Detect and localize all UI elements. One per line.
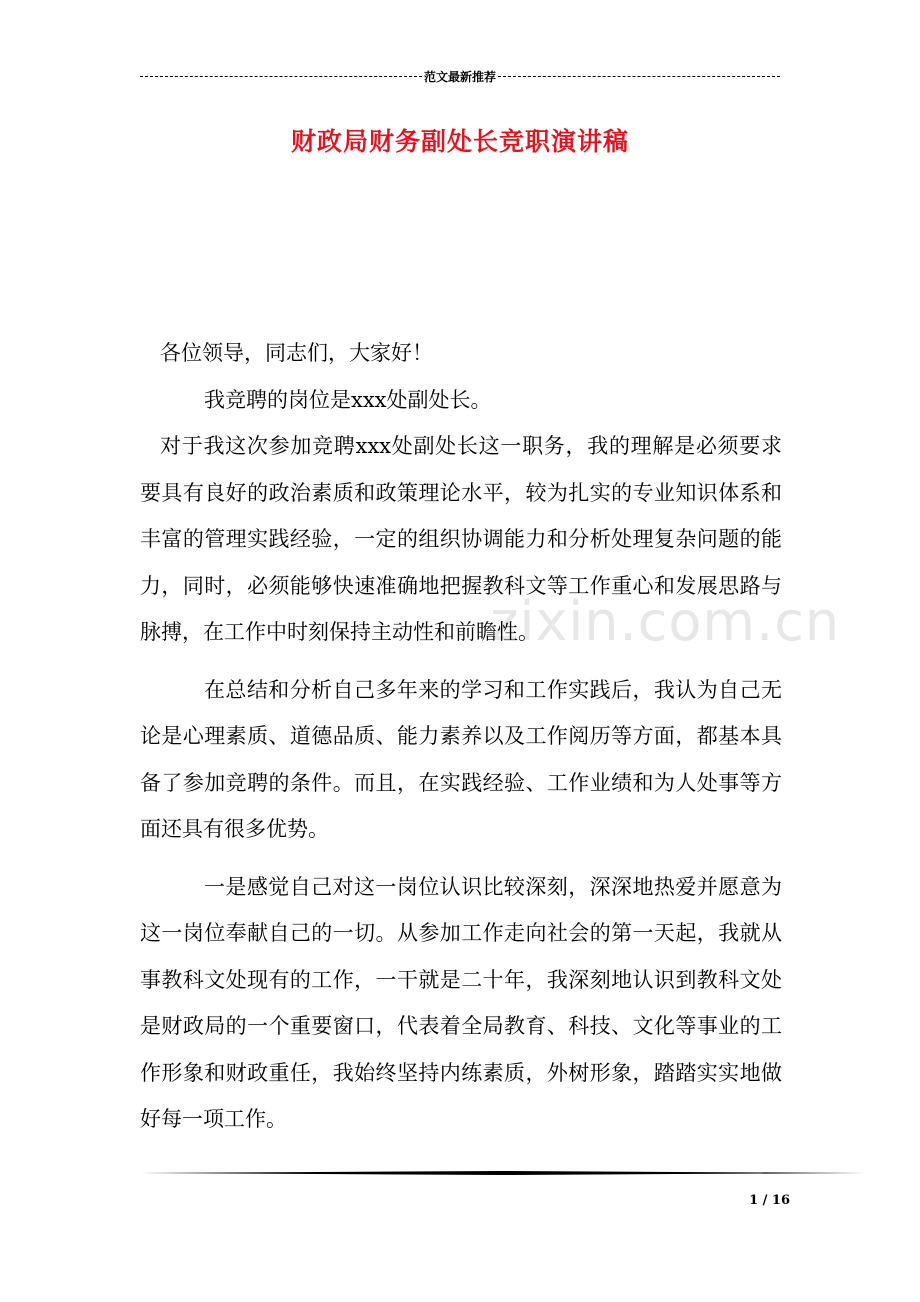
paragraph-greeting: 各位领导，同志们，大家好！: [160, 341, 433, 365]
paragraph-understanding: 对于我这次参加竞聘xxx处副处长这一职务，我的理解是必须要求要具有良好的政治素质和政策理论水平，较为扎实的专业知识体系和丰富的管理实践经验，一定的组织协调能力和分析处理复杂问题的能力，同时，必须能够快速准确地把握教科文等工作重心和发展思路与脉搏，在工作中时刻保持主动性和前瞻性。: [140, 434, 782, 644]
paragraph-self-assessment: 在总结和分析自己多年来的学习和工作实践后，我认为自己无论是心理素质、道德品质、能力素养以及工作阅历等方面，都基本具备了参加竞聘的条件。而且，在实践经验、工作业绩和为人处事等方面还具有很多优势。: [140, 677, 782, 841]
paragraph-point-one: 一是感觉自己对这一岗位认识比较深刻，深深地热爱并愿意为这一岗位奉献自己的一切。从参加工作走向社会的第一天起，我就从事教科文处现有的工作，一干就是二十年，我深刻地认识到教科文处是财政局的一个重要窗口，代表着全局教育、科技、文化等事业的工作形象和财政重任，我始终坚持内练素质，外树形象，踏踏实实地做好每一项工作。: [140, 874, 782, 1131]
header-label: 范文最新推荐: [424, 69, 497, 84]
watermark: zixin.com.cn: [490, 590, 841, 653]
header-dash-right: [498, 76, 780, 77]
document-body: [140, 330, 782, 1143]
document-title: 财政局财务副处长竞职演讲稿: [290, 127, 629, 156]
footer-divider: [140, 1171, 864, 1175]
paragraph-position: 我竞聘的岗位是xxx处副处长。: [204, 387, 492, 412]
header-dash-left: [140, 76, 422, 77]
page-header: [140, 66, 780, 86]
page-number: 1 / 16: [749, 1193, 790, 1208]
